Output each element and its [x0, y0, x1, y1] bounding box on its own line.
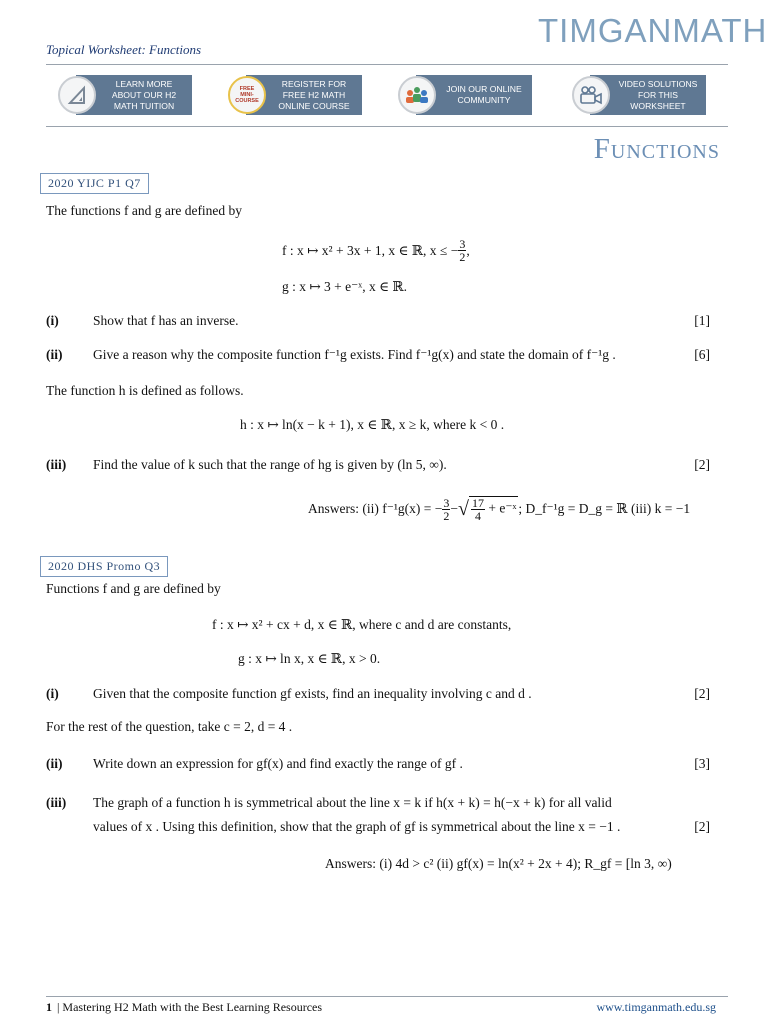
- part-text: Give a reason why the composite function f⁻¹g exists. Find f⁻¹g(x) and state the domain of f⁻¹g .: [93, 347, 616, 362]
- sqrt-symbol: √: [458, 497, 469, 520]
- banner-label: JOIN OUR ONLINE COMMUNITY: [446, 84, 522, 105]
- part-label: (i): [46, 686, 59, 701]
- sqrt-content: $\frac{17}{4}$ + e⁻ˣ: [469, 496, 518, 522]
- marks: [3]: [694, 756, 710, 771]
- brand-logo[interactable]: TIMGANMATH: [538, 12, 768, 49]
- free-badge: FREE MINI-COURSE: [235, 86, 259, 104]
- banner-divider: [46, 126, 728, 127]
- footer-text: | Mastering H2 Math with the Best Learning Resources: [57, 1000, 323, 1014]
- tuition-banner-button[interactable]: [58, 73, 192, 117]
- marks: [6]: [694, 347, 710, 362]
- part-label: (iii): [46, 795, 67, 810]
- part-label: (i): [46, 313, 59, 328]
- question-intro: Functions f and g are defined by: [46, 581, 221, 596]
- rest-note: For the rest of the question, take c = 2, d = 4 .: [46, 719, 293, 734]
- page-number: 1: [46, 1000, 52, 1014]
- video-camera-icon: [572, 76, 610, 114]
- marks: [2]: [694, 686, 710, 701]
- banner-label: VIDEO SOLUTIONS FOR THIS WORKSHEET: [618, 78, 698, 111]
- answer-line: Answers: (ii) f⁻¹g(x) = − $\frac{3}{2}$ − √ $\frac{17}{4}$ + e⁻ˣ ; D_f⁻¹g = D_g = ℝ (iii) k = −1: [308, 495, 691, 523]
- part-text: Show that f has an inverse.: [93, 313, 239, 328]
- part-text: The graph of a function h is symmetrical about the line x = k if h(x + k) = h(−x + k) for all valid: [93, 795, 612, 810]
- part-text-continued: values of x . Using this definition, show that the graph of gf is symmetrical about the line x = −1 .: [93, 819, 621, 834]
- worksheet-title: Topical Worksheet: Functions: [46, 42, 202, 57]
- header-divider: [46, 64, 728, 65]
- question-tag: 2020 YIJC P1 Q7: [40, 173, 149, 194]
- part-text: Find the value of k such that the range of hg is given by (ln 5, ∞).: [93, 457, 447, 472]
- website-link[interactable]: www.timganmath.edu.sg: [596, 1000, 716, 1014]
- community-banner-button[interactable]: [398, 73, 532, 117]
- answer-line: Answers: (i) 4d > c² (ii) gf(x) = ln(x² + 2x + 4); R_gf = [ln 3, ∞): [325, 856, 672, 871]
- fraction: $\frac{3}{2}$: [443, 495, 450, 523]
- part-label: (ii): [46, 347, 63, 362]
- free-mini-course-icon: [228, 76, 266, 114]
- part-label: (ii): [46, 756, 63, 771]
- banner-label: REGISTER FOR FREE H2 MATH ONLINE COURSE: [278, 78, 350, 111]
- h-definition: h : x ↦ ln(x − k + 1), x ∈ ℝ, x ≥ k, where k < 0 .: [240, 417, 505, 432]
- h-intro: The function h is defined as follows.: [46, 383, 244, 398]
- question-intro: The functions f and g are defined by: [46, 203, 243, 218]
- community-people-icon: [398, 76, 436, 114]
- f-definition: f : x ↦ x² + 3x + 1, x ∈ ℝ, x ≤ − $\frac{3}{2}$ ,: [282, 237, 470, 264]
- triangle-ruler-icon: [58, 76, 96, 114]
- section-title: Functions: [593, 133, 720, 165]
- online-course-banner-button[interactable]: [228, 73, 362, 117]
- g-definition: g : x ↦ 3 + e⁻ˣ, x ∈ ℝ.: [282, 279, 408, 294]
- marks: [2]: [694, 819, 710, 834]
- footer-divider: [46, 996, 728, 997]
- part-text: Write down an expression for gf(x) and find exactly the range of gf .: [93, 756, 463, 771]
- banner-label: LEARN MORE ABOUT OUR H2 MATH TUITION: [111, 78, 177, 111]
- part-text: Given that the composite function gf exists, find an inequality involving c and d .: [93, 686, 532, 701]
- fraction: $\frac{3}{2}$: [459, 237, 466, 264]
- marks: [2]: [694, 457, 710, 472]
- g-definition: g : x ↦ ln x, x ∈ ℝ, x > 0.: [238, 651, 381, 666]
- f-definition: f : x ↦ x² + cx + d, x ∈ ℝ, where c and d are constants,: [212, 617, 512, 632]
- video-solutions-banner-button[interactable]: [572, 73, 706, 117]
- marks: [1]: [694, 313, 710, 328]
- question-tag: 2020 DHS Promo Q3: [40, 556, 168, 577]
- part-label: (iii): [46, 457, 67, 472]
